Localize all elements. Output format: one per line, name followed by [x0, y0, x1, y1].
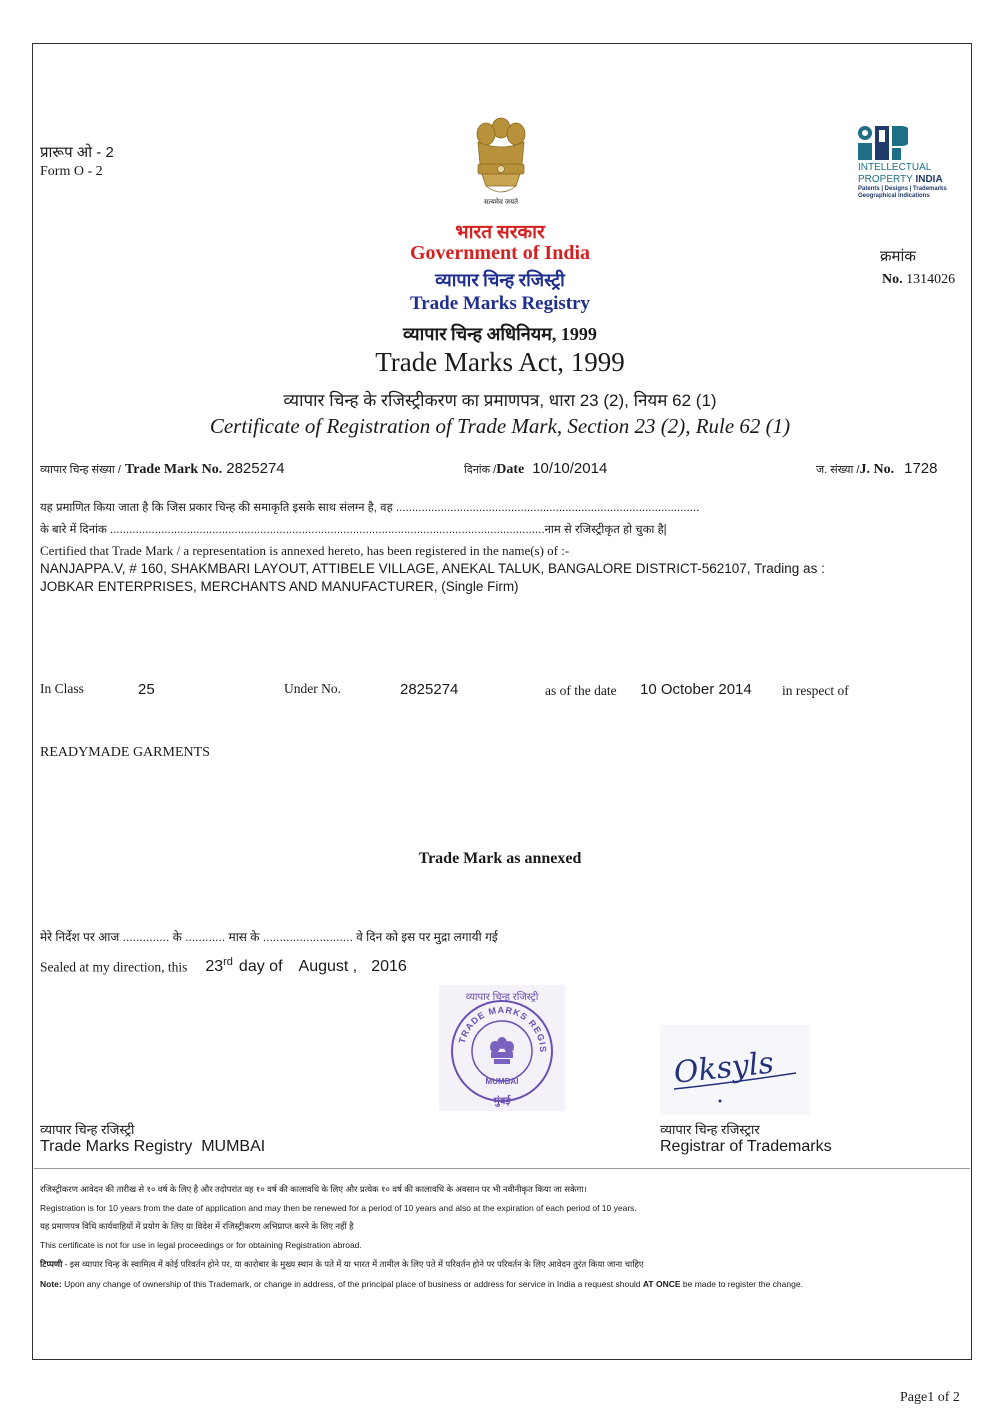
trade-mark-label: Trade Mark No.: [124, 462, 223, 477]
ip-logo-india: INDIA: [915, 174, 943, 185]
lion-capital-icon: [468, 112, 534, 202]
act-title-hindi: व्यापार चिन्ह अधिनियम, 1999: [403, 324, 597, 344]
class-value: 25: [138, 681, 155, 698]
seal-top-text: व्यापार चिन्ह रजिस्ट्री: [465, 992, 539, 1003]
sealed-line: [40, 956, 407, 976]
ip-india-logo: [856, 122, 966, 207]
national-emblem: [468, 112, 534, 212]
registry-signatory-hindi: व्यापार चिन्ह रजिस्ट्री: [40, 1122, 135, 1137]
government-title-hindi: भारत सरकार: [455, 222, 545, 243]
signature-icon: [660, 1025, 810, 1115]
registry-signatory: Trade Marks Registry MUMBAI: [40, 1138, 266, 1155]
footer-note: [40, 1279, 803, 1289]
ip-logo-property: PROPERTY: [858, 174, 913, 185]
footer-hindi-note-label: टिप्पणी: [40, 1259, 63, 1269]
footer-hindi-renewal: रजिस्ट्रीकरण आवेदन की तारीख से १० वर्ष के लिए है और तदोपरांत वह १० वर्ष की कालावधि के लिए और प्रत्येक १० वर्ष की कालावधि के अवसान पर भी नवीनीकृत किया जा सकेगा।: [40, 1184, 587, 1194]
serial-value: 1314026: [906, 272, 956, 287]
registry-seal-stamp: [439, 985, 565, 1111]
trade-mark-annexed: Trade Mark as annexed: [418, 850, 582, 867]
sealed-line-hindi: मेरे निर्देश पर आज .............. के ............ मास के ........................... वे दिन को इस पर मुद्रा लगायी गई: [40, 930, 498, 944]
under-number-label: Under No.: [284, 681, 341, 696]
footer-note-text: Upon any change of ownership of this Trademark, or change in address, of the principal place of business or address for service in India a request should: [61, 1279, 643, 1289]
in-respect-of-label: in respect of: [782, 683, 849, 698]
goods-description: READYMADE GARMENTS: [40, 745, 210, 760]
certificate-title-hindi: व्यापार चिन्ह के रजिस्ट्रीकरण का प्रमाणपत्र, धारा 23 (2), नियम 62 (1): [283, 391, 717, 410]
footer-usage: This certificate is not for use in legal proceedings or for obtaining Registration abroad.: [40, 1240, 362, 1250]
sealed-year: 2016: [371, 958, 407, 976]
ip-logo-line3: Patents | Designs | Trademarks: [858, 186, 947, 192]
signature-text: Oksyls: [672, 1045, 776, 1091]
journal-value: 1728: [904, 460, 938, 477]
serial-number: [882, 272, 955, 288]
owner-line-2: JOBKAR ENTERPRISES, MERCHANTS AND MANUFACTURER, (Single Firm): [40, 579, 519, 594]
seal-ring-text: TRADE MARKS REGIS: [456, 1004, 549, 1054]
ip-logo-line2: [858, 174, 943, 185]
registrar-signature: [660, 1025, 810, 1115]
serial-label: No.: [882, 272, 903, 287]
seal-city: MUMBAI: [485, 1077, 519, 1086]
form-number: Form O - 2: [40, 164, 103, 179]
footer-hindi-note-text: - इस व्यापार चिन्ह के स्वामित्व में कोई परिवर्तन होने पर, या कारोबार के मुख्य स्थान के पते में या भारत में तामील के लिए पते में परिवर्तन होने पर परिवर्तन के लिए आवेदन तुरंत किया जाना चाहिए: [62, 1259, 644, 1269]
certification-hindi-line2: के बारे में दिनांक ........................................................................................................................................नाम से रजिस्ट्रीकृत हो चुका है|: [40, 524, 667, 536]
trade-mark-value: 2825274: [226, 460, 285, 477]
form-number-hindi: प्रारूप ओ - 2: [40, 144, 114, 161]
certification-text: Certified that Trade Mark / a representation is annexed hereto, has been registered in the name(s) of :-: [40, 543, 570, 558]
ip-logo-line1: INTELLECTUAL: [858, 162, 932, 173]
footer-hindi-note: [40, 1259, 644, 1270]
sealed-day-of: day of: [238, 958, 283, 976]
date-label-hindi: दिनांक /: [464, 464, 497, 476]
registry-title: Trade Marks Registry: [409, 293, 591, 314]
as-of-date-value: 10 October 2014: [640, 681, 752, 698]
sealed-day-suffix: rd: [223, 956, 233, 968]
certificate-title: Certificate of Registration of Trade Mark, Section 23 (2), Rule 62 (1): [209, 414, 791, 438]
footer-note-label: Note:: [40, 1279, 62, 1289]
journal-label-hindi: ज. संख्या /: [816, 464, 860, 476]
act-title: Trade Marks Act, 1999: [375, 347, 625, 377]
emblem-motto: सत्यमेव जयते: [483, 199, 519, 206]
seal-city-hindi: मुंबई: [493, 1096, 511, 1107]
footer-note-text-end: be made to register the change.: [680, 1279, 803, 1289]
as-of-date-label: as of the date: [545, 683, 617, 698]
footer-renewal: Registration is for 10 years from the date of application and may then be renewed for a period of 10 years and also at the expiration of each period of 10 years.: [40, 1203, 637, 1213]
sealed-day: 23: [205, 958, 224, 976]
trade-mark-number: [40, 460, 285, 478]
trade-mark-label-hindi: व्यापार चिन्ह संख्या /: [40, 464, 121, 476]
sealed-month: August ,: [298, 958, 358, 976]
journal-number: [816, 460, 938, 478]
registrar-signatory-hindi: व्यापार चिन्ह रजिस्ट्रार: [660, 1122, 760, 1137]
date-value: 10/10/2014: [532, 460, 608, 477]
journal-label: J. No.: [859, 462, 895, 477]
date-label: Date: [496, 462, 525, 477]
class-label: In Class: [40, 681, 84, 696]
page-number: Page1 of 2: [900, 1390, 960, 1405]
owner-line-1: NANJAPPA.V, # 160, SHAKMBARI LAYOUT, ATTIBELE VILLAGE, ANEKAL TALUK, BANGALORE DISTRICT-562107, Trading as :: [40, 561, 825, 576]
sealed-label: Sealed at my direction, this: [40, 959, 188, 975]
under-number-value: 2825274: [400, 681, 459, 698]
footer-hindi-usage: यह प्रमाणपत्र विधि कार्यवाहियों में प्रयोग के लिए या विदेश में रजिस्ट्रीकरण अभिप्राप्त करने के लिए नहीं है: [40, 1221, 354, 1231]
footer-divider: [34, 1168, 970, 1169]
registry-title-hindi: व्यापार चिन्ह रजिस्ट्री: [435, 270, 565, 290]
registration-date: [464, 460, 607, 478]
registrar-signatory: Registrar of Trademarks: [660, 1138, 832, 1155]
serial-label-hindi: क्रमांक: [880, 248, 916, 265]
certification-hindi-line1: यह प्रमाणित किया जाता है कि जिस प्रकार चिन्ह की समाकृति इसके साथ संलग्न है, वह ...............................................................................................: [40, 502, 700, 514]
footer-note-emphasis: AT ONCE: [642, 1279, 681, 1289]
ip-logo-line4: Geographical Indications: [858, 193, 930, 199]
ip-india-logo-icon: [856, 122, 908, 162]
government-title: Government of India: [410, 242, 590, 264]
